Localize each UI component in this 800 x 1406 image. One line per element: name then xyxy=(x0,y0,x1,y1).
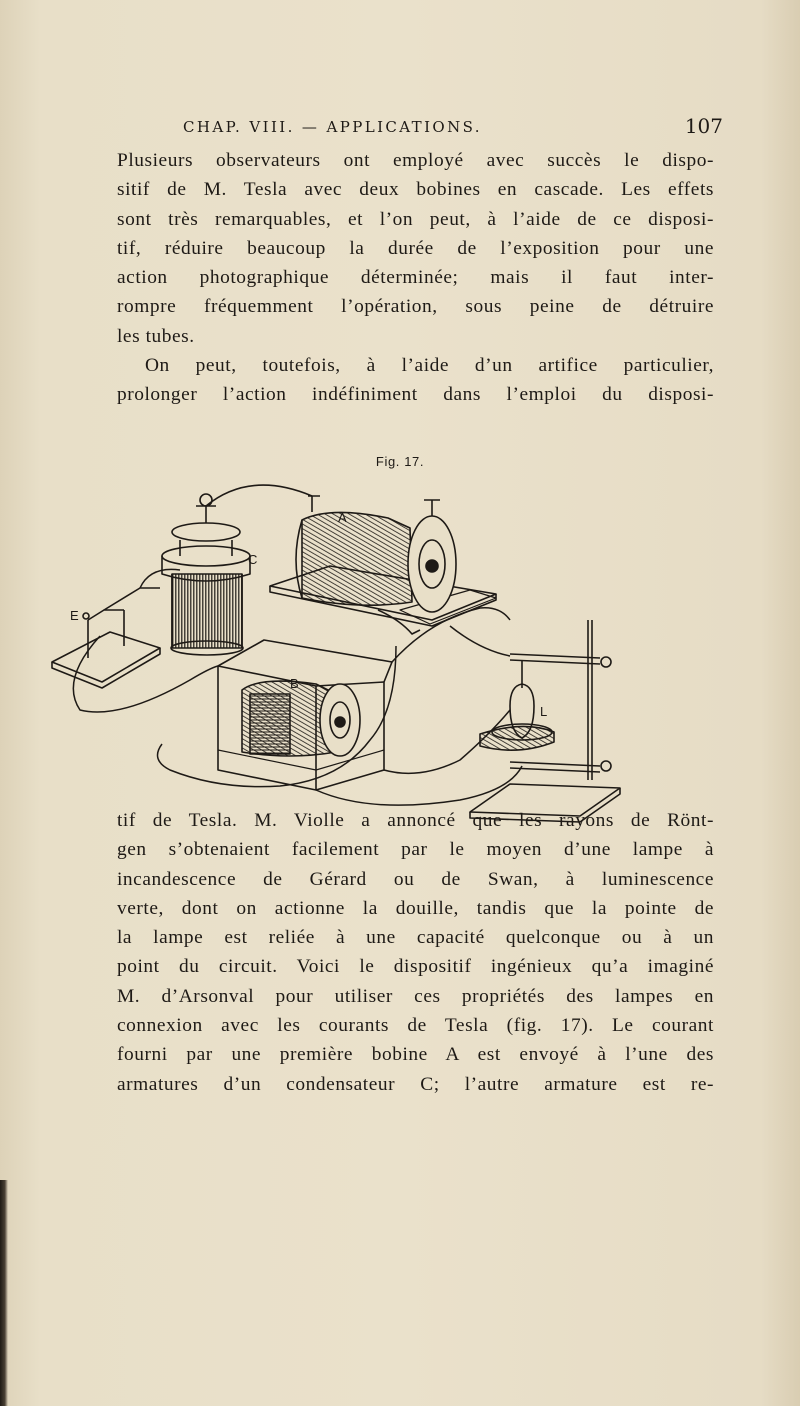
text-line: la lampe est reliée à une capacité quelconque ou à un xyxy=(117,927,714,949)
paragraph-1 xyxy=(117,146,714,410)
text-line: action photographique déterminée; mais il faut inter- xyxy=(117,267,714,289)
text-line: point du circuit. Voici le dispositif ingénieux qu’a imaginé xyxy=(117,956,714,978)
text-line: rompre fréquemment l’opération, sous peine de détruire xyxy=(117,296,714,318)
text-line: armatures d’un condensateur C; l’autre armature est re- xyxy=(117,1073,714,1095)
text-line: tif, réduire beaucoup la durée de l’exposition pour une xyxy=(117,237,714,259)
text-line: connexion avec les courants de Tesla (fig. 17). Le courant xyxy=(117,1015,714,1037)
text-line: Plusieurs observateurs ont employé avec succès le dispo- xyxy=(117,150,714,171)
text-line: incandescence de Gérard ou de Swan, à luminescence xyxy=(117,868,714,890)
paragraph-3 xyxy=(117,806,714,1099)
condenser-c xyxy=(162,494,250,655)
page-header xyxy=(183,116,723,142)
label-l: L xyxy=(540,704,548,719)
stand-e xyxy=(52,588,160,688)
text-line: prolonger l’action indéfiniment dans l’emploi du disposi- xyxy=(117,384,714,406)
text-line: M. d’Arsonval pour utiliser ces propriétés des lampes en xyxy=(117,985,714,1007)
text-line: verte, dont on actionne la douille, tandis que la pointe de xyxy=(117,897,714,919)
page-number: 107 xyxy=(684,114,723,138)
page-spine-shadow xyxy=(0,1180,8,1406)
coil-a xyxy=(206,485,456,634)
text-line: sitif de M. Tesla avec deux bobines en cascade. Les effets xyxy=(117,179,714,201)
figure-caption: Fig. 17. xyxy=(375,454,425,469)
text-line: fourni par une première bobine A est envoyé à l’une des xyxy=(117,1044,714,1066)
label-c: C xyxy=(248,552,258,567)
label-e: E xyxy=(70,608,79,623)
running-title: CHAP. VIII. — APPLICATIONS. xyxy=(183,118,482,136)
text-line: gen s’obtenaient facilement par le moyen d’une lampe à xyxy=(117,839,714,861)
coil-b xyxy=(242,681,360,756)
label-b: B xyxy=(290,676,299,691)
text-line: les tubes. xyxy=(117,325,195,347)
text-line: On peut, toutefois, à l’aide d’un artifice particulier, xyxy=(145,355,714,377)
figure-17-illustration xyxy=(40,470,680,850)
text-line: sont très remarquables, et l’on peut, à l’aide de ce disposi- xyxy=(117,208,714,230)
label-a: A xyxy=(338,510,347,525)
text-line: tif de Tesla. M. Violle a annoncé que les rayons de Rönt- xyxy=(117,810,714,831)
